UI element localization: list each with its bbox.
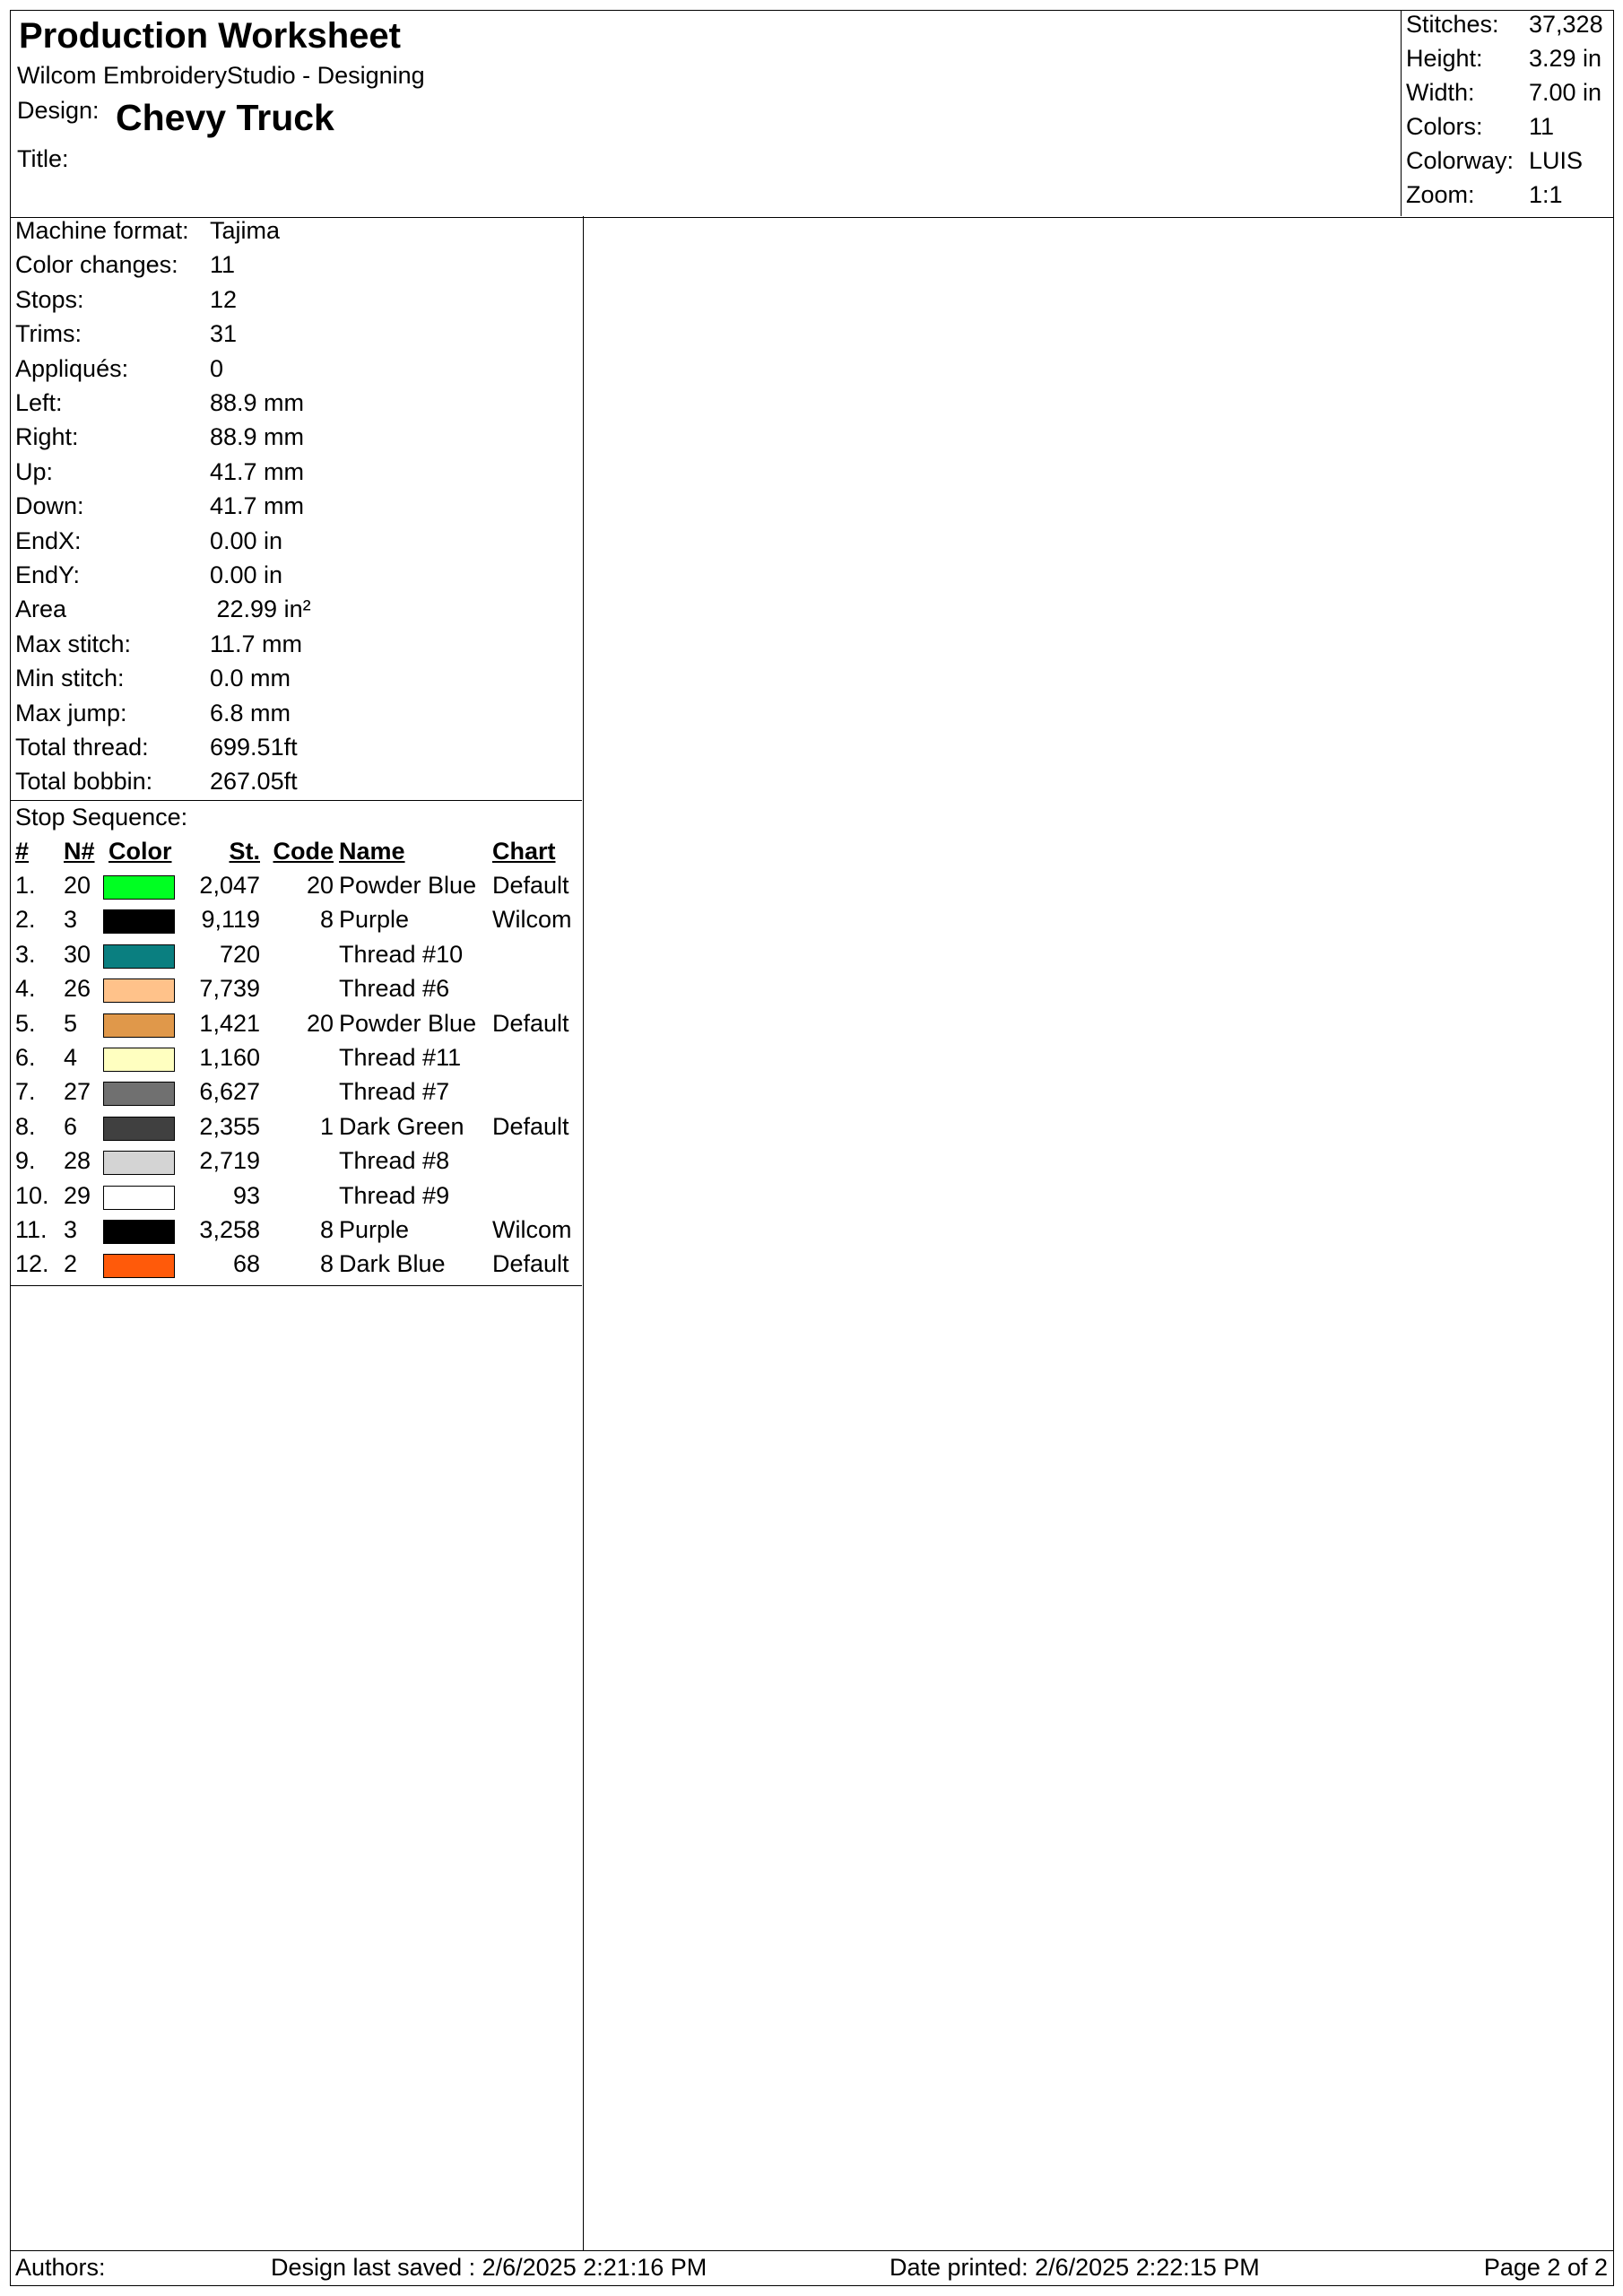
- header-code: Code: [273, 838, 334, 865]
- stat-value: 11: [210, 251, 236, 279]
- sequence-index: 7.: [15, 1078, 36, 1106]
- stat-row: [11, 768, 582, 802]
- needle-number: 29: [64, 1181, 91, 1209]
- thread-name: Thread #8: [339, 1147, 450, 1175]
- summary-key: Stitches:: [1406, 11, 1499, 38]
- stat-key: Trims:: [15, 320, 82, 348]
- sequence-index: 1.: [15, 872, 36, 899]
- summary-row: [1402, 45, 1613, 79]
- summary-box: [1401, 11, 1613, 216]
- sequence-index: 10.: [15, 1181, 49, 1209]
- summary-key: Height:: [1406, 45, 1483, 72]
- summary-value: LUIS: [1529, 147, 1584, 174]
- summary-row: [1402, 11, 1613, 45]
- sequence-index: 11.: [15, 1216, 48, 1243]
- thread-code: 8: [319, 1250, 334, 1278]
- stat-key: Up:: [15, 457, 54, 485]
- sequence-row: [11, 975, 582, 1009]
- color-swatch: [103, 875, 175, 900]
- stat-key: Right:: [15, 423, 79, 451]
- stat-key: EndX:: [15, 526, 82, 554]
- stat-row: [11, 665, 582, 699]
- stat-row: [11, 561, 582, 596]
- software-name: Wilcom EmbroideryStudio - Designing: [17, 62, 425, 89]
- stat-key: Appliqués:: [15, 354, 129, 382]
- color-swatch: [103, 1220, 175, 1244]
- stat-value: 0.00 in: [210, 526, 283, 554]
- stitch-count: 1,160: [199, 1044, 260, 1071]
- stitch-count: 1,421: [199, 1009, 260, 1037]
- needle-number: 4: [64, 1044, 78, 1071]
- stitch-count: 2,047: [199, 872, 260, 899]
- stat-value: 41.7 mm: [210, 492, 305, 520]
- summary-row: [1402, 113, 1613, 147]
- stat-row: [11, 217, 582, 251]
- stat-key: Color changes:: [15, 251, 178, 279]
- summary-value: 37,328: [1529, 11, 1603, 38]
- summary-value: 3.29 in: [1529, 45, 1602, 72]
- stat-key: Max jump:: [15, 699, 127, 726]
- color-swatch: [103, 1013, 175, 1038]
- thread-name: Thread #11: [339, 1044, 462, 1071]
- summary-key: Colorway:: [1406, 147, 1515, 174]
- sequence-index: 9.: [15, 1147, 36, 1175]
- thread-chart: Default: [492, 1250, 569, 1278]
- stat-value: 0.0 mm: [210, 665, 291, 692]
- thread-name: Dark Green: [339, 1112, 464, 1140]
- design-name: Chevy Truck: [116, 97, 334, 138]
- needle-number: 27: [64, 1078, 91, 1106]
- sequence-index: 5.: [15, 1009, 36, 1037]
- thread-chart: Wilcom: [492, 1216, 572, 1243]
- sequence-index: 4.: [15, 975, 36, 1003]
- thread-code: 8: [319, 1216, 334, 1243]
- stitch-count: 2,719: [199, 1147, 260, 1175]
- stop-sequence: [11, 801, 582, 1286]
- stat-key: Min stitch:: [15, 665, 125, 692]
- thread-name: Dark Blue: [339, 1250, 446, 1278]
- needle-number: 6: [64, 1112, 78, 1140]
- thread-name: Thread #6: [339, 975, 450, 1003]
- sequence-row: [11, 1250, 582, 1284]
- stat-value: 88.9 mm: [210, 389, 305, 416]
- stat-value: 699.51ft: [210, 734, 298, 761]
- stat-key: Max stitch:: [15, 630, 132, 657]
- color-swatch: [103, 1048, 175, 1072]
- color-swatch: [103, 1082, 175, 1106]
- title-label: Title:: [17, 145, 69, 172]
- stat-value: 0: [210, 354, 224, 382]
- sequence-row: [11, 872, 582, 906]
- header-needle: N#: [64, 838, 95, 865]
- stat-row: [11, 320, 582, 354]
- thread-name: Thread #7: [339, 1078, 450, 1106]
- thread-code: 20: [306, 1009, 334, 1037]
- sequence-index: 2.: [15, 906, 36, 934]
- worksheet-header: [11, 11, 1613, 218]
- needle-number: 3: [64, 906, 78, 934]
- stat-key: Machine format:: [15, 217, 189, 244]
- stat-value: 267.05ft: [210, 768, 298, 796]
- stat-value: Tajima: [210, 217, 281, 244]
- stat-row: [11, 492, 582, 526]
- last-saved: Design last saved : 2/6/2025 2:21:16 PM: [271, 2254, 707, 2281]
- color-swatch: [103, 944, 175, 969]
- stat-row: [11, 355, 582, 389]
- stitch-count: 720: [219, 940, 260, 968]
- color-swatch: [103, 1117, 175, 1141]
- stat-row: [11, 527, 582, 561]
- stat-row: [11, 251, 582, 285]
- stat-row: [11, 458, 582, 492]
- thread-name: Purple: [339, 906, 410, 934]
- header-chart: Chart: [492, 838, 556, 865]
- summary-row: [1402, 147, 1613, 181]
- stat-row: [11, 423, 582, 457]
- stitch-count: 93: [232, 1181, 260, 1209]
- thread-name: Powder Blue: [339, 1009, 477, 1037]
- summary-value: 7.00 in: [1529, 79, 1602, 106]
- stat-key: Stops:: [15, 285, 84, 313]
- stat-row: [11, 286, 582, 320]
- design-label: Design:: [17, 97, 100, 124]
- worksheet-footer: [11, 2250, 1613, 2285]
- stitch-count: 3,258: [199, 1216, 260, 1243]
- needle-number: 26: [64, 975, 91, 1003]
- page-number: Page 2 of 2: [1483, 2254, 1608, 2281]
- sequence-row: [11, 1044, 582, 1078]
- sequence-index: 3.: [15, 940, 36, 968]
- sequence-row: [11, 1147, 582, 1181]
- summary-key: Zoom:: [1406, 181, 1475, 208]
- sequence-row: [11, 906, 582, 940]
- stat-value: 88.9 mm: [210, 423, 305, 451]
- thread-name: Thread #10: [339, 940, 464, 968]
- sequence-index: 8.: [15, 1112, 36, 1140]
- sequence-row: [11, 1216, 582, 1250]
- stat-key: Left:: [15, 389, 63, 416]
- info-column: [11, 216, 584, 2250]
- thread-code: 8: [319, 906, 334, 934]
- header-stitches: St.: [229, 838, 260, 865]
- stat-key: Down:: [15, 492, 84, 520]
- stat-value: 11.7 mm: [210, 630, 303, 657]
- thread-name: Powder Blue: [339, 872, 477, 899]
- color-swatch: [103, 1186, 175, 1210]
- summary-row: [1402, 181, 1613, 215]
- stitch-count: 2,355: [199, 1112, 260, 1140]
- stat-row: [11, 734, 582, 768]
- authors-label: Authors:: [15, 2254, 106, 2281]
- thread-chart: Default: [492, 872, 569, 899]
- summary-key: Width:: [1406, 79, 1475, 106]
- date-printed: Date printed: 2/6/2025 2:22:15 PM: [890, 2254, 1260, 2281]
- thread-name: Purple: [339, 1216, 410, 1243]
- stat-row: [11, 631, 582, 665]
- needle-number: 30: [64, 940, 91, 968]
- color-swatch: [103, 1254, 175, 1278]
- stitch-count: 6,627: [199, 1078, 260, 1106]
- sequence-row: [11, 1078, 582, 1112]
- thread-chart: Default: [492, 1112, 569, 1140]
- stitch-count: 68: [232, 1250, 260, 1278]
- stat-value: 41.7 mm: [210, 457, 305, 485]
- needle-number: 28: [64, 1147, 91, 1175]
- summary-row: [1402, 79, 1613, 113]
- sequence-index: 12.: [15, 1250, 49, 1278]
- needle-number: 2: [64, 1250, 78, 1278]
- stat-value: 12: [210, 285, 238, 313]
- thread-code: 1: [319, 1112, 334, 1140]
- thread-chart: Default: [492, 1009, 569, 1037]
- stat-row: [11, 596, 582, 630]
- stat-key: Total bobbin:: [15, 768, 153, 796]
- stat-key: Area: [15, 596, 67, 623]
- summary-value: 1:1: [1529, 181, 1563, 208]
- thread-chart: Wilcom: [492, 906, 572, 934]
- page-title: Production Worksheet: [19, 16, 401, 56]
- header-color: Color: [108, 838, 172, 865]
- stat-key: Total thread:: [15, 734, 149, 761]
- sequence-row: [11, 941, 582, 975]
- stat-row: [11, 700, 582, 734]
- needle-number: 20: [64, 872, 91, 899]
- needle-number: 3: [64, 1216, 78, 1243]
- stat-value: 31: [210, 320, 238, 348]
- thread-code: 20: [306, 872, 334, 899]
- stat-row: [11, 389, 582, 423]
- stitch-count: 7,739: [199, 975, 260, 1003]
- needle-number: 5: [64, 1009, 78, 1037]
- sequence-row: [11, 1182, 582, 1216]
- sequence-row: [11, 1010, 582, 1044]
- sequence-index: 6.: [15, 1044, 36, 1071]
- sequence-row: [11, 1113, 582, 1147]
- stat-value: 22.99 in²: [210, 596, 311, 623]
- stop-sequence-label: Stop Sequence:: [15, 804, 188, 831]
- stitch-count: 9,119: [201, 906, 260, 934]
- color-swatch: [103, 1151, 175, 1175]
- header-name: Name: [339, 838, 405, 865]
- stat-key: EndY:: [15, 561, 81, 588]
- machine-stats: [11, 216, 582, 801]
- thread-name: Thread #9: [339, 1181, 450, 1209]
- color-swatch: [103, 909, 175, 934]
- summary-key: Colors:: [1406, 113, 1483, 140]
- header-index: #: [15, 838, 30, 865]
- stat-value: 0.00 in: [210, 561, 283, 588]
- color-swatch: [103, 978, 175, 1003]
- stat-value: 6.8 mm: [210, 699, 291, 726]
- worksheet-frame: [10, 10, 1614, 2286]
- summary-value: 11: [1529, 113, 1555, 140]
